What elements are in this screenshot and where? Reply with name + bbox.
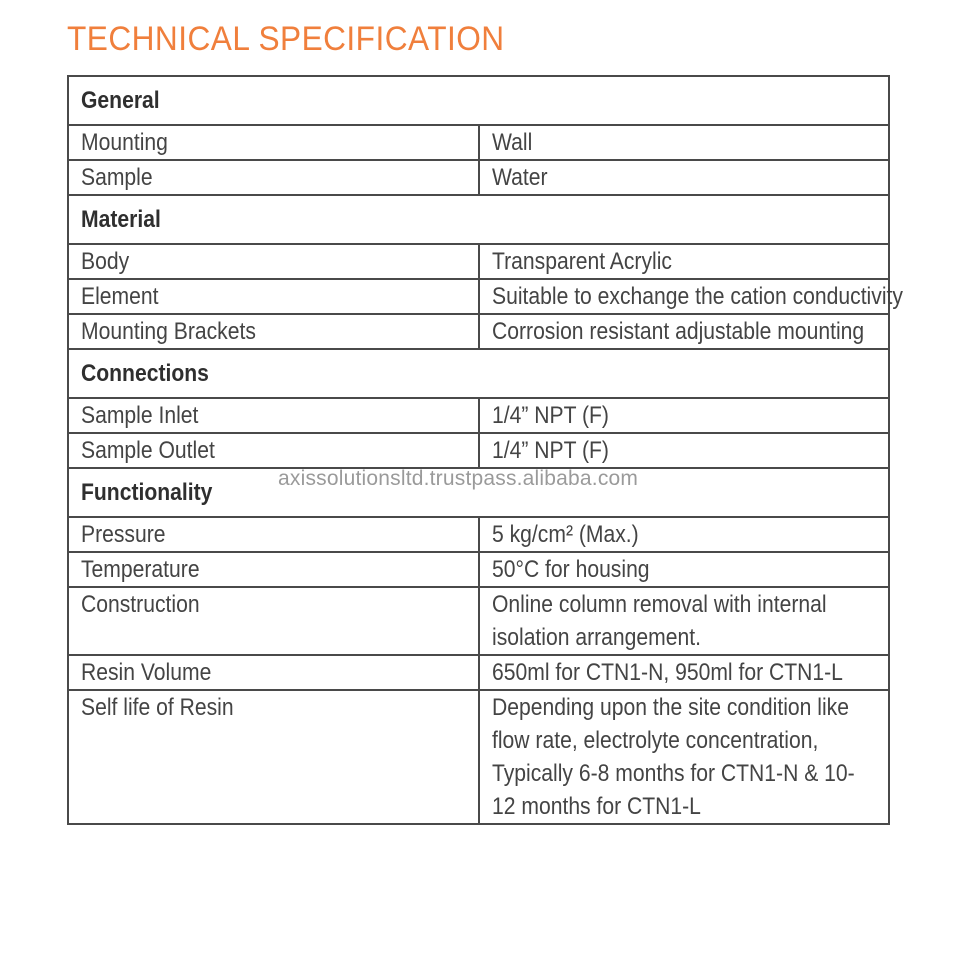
table-row [68,517,889,552]
row-value: 5 kg/cm² (Max.) [491,521,639,548]
row-label: Sample [81,164,153,191]
row-value: 50°C for housing [491,556,650,583]
row-value: 650ml for CTN1-N, 950ml for CTN1-L [491,659,843,686]
section-heading: Functionality [81,479,213,506]
table-row [68,398,889,433]
row-value: Depending upon the site condition like flow rate, electrolyte concentration, Typically 6-8 months for CTN1-N & 10-12 months for CTN1-L [491,694,855,820]
spec-table [67,75,903,825]
section-header-general [68,76,889,125]
row-value: 1/4” NPT (F) [491,402,609,429]
table-row [68,160,889,195]
row-label: Temperature [81,556,200,583]
row-value: Wall [491,129,532,156]
page-title: TECHNICAL SPECIFICATION [67,20,505,58]
table-row [68,314,889,349]
watermark: axissolutionsltd.trustpass.alibaba.com [278,467,639,490]
row-label: Element [81,283,159,310]
row-value: Suitable to exchange the cation conductivity [491,283,903,310]
row-label: Mounting [81,129,168,156]
row-label: Resin Volume [81,659,212,686]
table-row [68,244,889,279]
row-value: 1/4” NPT (F) [491,437,609,464]
section-header-connections [68,349,889,398]
section-header-functionality [68,468,889,517]
table-row [68,587,889,655]
section-heading: Connections [81,360,209,387]
row-value: Water [491,164,548,191]
section-heading: General [81,87,160,114]
row-label: Sample Inlet [81,402,199,429]
table-row [68,279,889,314]
table-row [68,125,889,160]
row-value: Online column removal with internal isolation arrangement. [491,591,827,651]
table-row [68,655,889,690]
table-row [68,690,889,824]
table-row [68,433,889,468]
row-value: Corrosion resistant adjustable mounting [491,318,864,345]
section-heading: Material [81,206,161,233]
row-label: Mounting Brackets [81,318,256,345]
row-label: Sample Outlet [81,437,215,464]
table-row [68,552,889,587]
row-label: Pressure [81,521,166,548]
row-label: Construction [81,591,200,618]
row-label: Self life of Resin [81,694,234,721]
row-value: Transparent Acrylic [491,248,672,275]
row-label: Body [81,248,130,275]
section-header-material [68,195,889,244]
